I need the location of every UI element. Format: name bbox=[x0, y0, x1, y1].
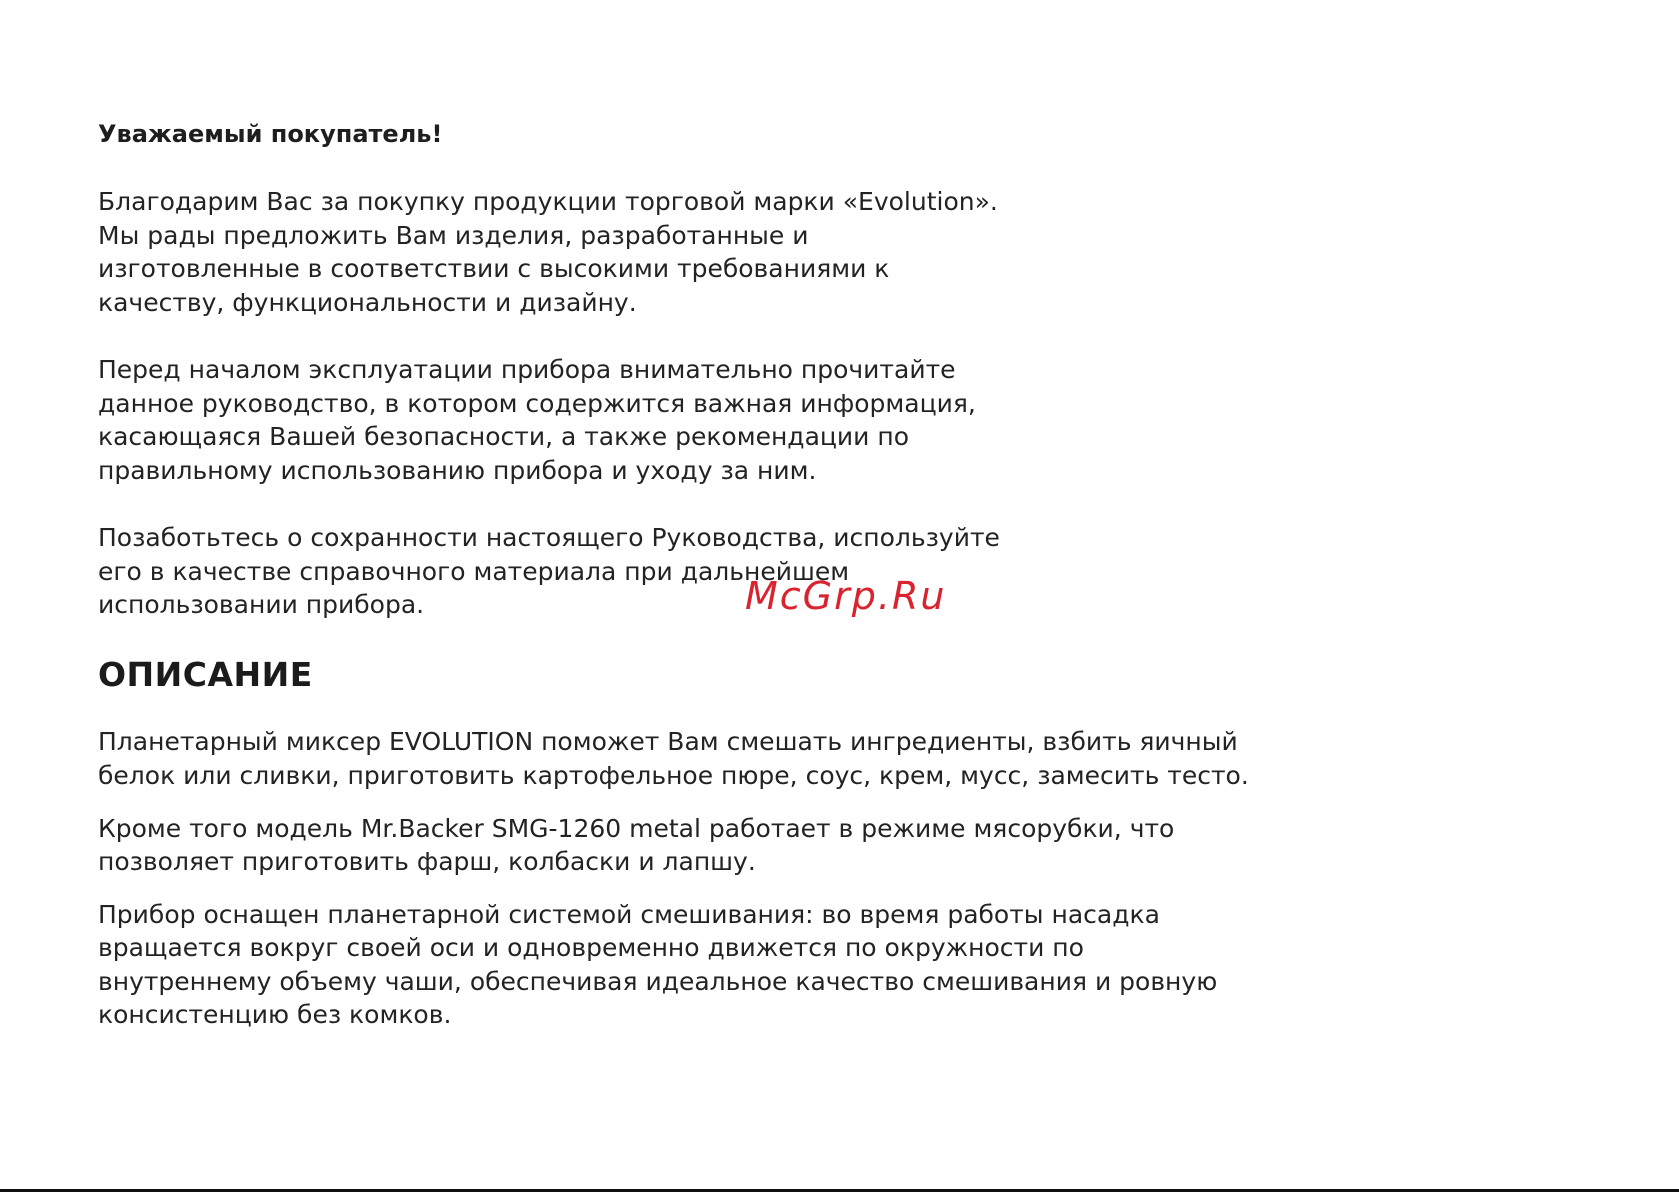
text-line: Благодарим Вас за покупку продукции торговой марки «Evolution». bbox=[98, 187, 998, 216]
text-line: использовании прибора. bbox=[98, 590, 425, 620]
text-line: его в качестве справочного материала при дальнейшем bbox=[98, 556, 850, 586]
text-line: правильному использованию прибора и уходу за ним. bbox=[98, 455, 817, 485]
text-line: Прибор оснащен планетарной системой смешивания: во время работы насадка bbox=[98, 899, 1160, 929]
section-title-description: ОПИСАНИЕ bbox=[98, 655, 313, 695]
description-paragraph-planetary bbox=[98, 898, 1428, 1032]
text-line: Мы рады предложить Вам изделия, разработанные и bbox=[98, 220, 809, 250]
greeting-heading: Уважаемый покупатель! bbox=[98, 120, 443, 148]
text-line: данное руководство, в котором содержится важная информация, bbox=[98, 388, 976, 418]
text-line: Кроме того модель Mr.Backer SMG-1260 metal работает в режиме мясорубки, что bbox=[98, 813, 1175, 843]
text-line: позволяет приготовить фарш, колбаски и лапшу. bbox=[98, 847, 756, 877]
text-line: Перед началом эксплуатации прибора внимательно прочитайте bbox=[98, 354, 956, 384]
text-line: внутреннему объему чаши, обеспечивая идеальное качество смешивания и ровную bbox=[98, 966, 1218, 996]
text-line: качеству, функциональности и дизайну. bbox=[98, 287, 637, 317]
description-paragraph-grinder bbox=[98, 812, 1428, 879]
text-line: белок или сливки, приготовить картофельное пюре, соус, крем, мусс, замесить тесто. bbox=[98, 760, 1249, 790]
description-paragraph-mixer bbox=[98, 725, 1428, 792]
watermark-logo: McGrp.Ru bbox=[745, 574, 947, 618]
text-line: касающаяся Вашей безопасности, а также рекомендации по bbox=[98, 422, 910, 452]
text-line: вращается вокруг своей оси и одновременно движется по окружности по bbox=[98, 933, 1084, 963]
text-line: Позаботьтесь о сохранности настоящего Руководства, используйте bbox=[98, 522, 1000, 552]
text-line: консистенцию без комков. bbox=[98, 1000, 452, 1030]
intro-paragraph-thanks bbox=[98, 185, 1158, 319]
text-line: Планетарный миксер EVOLUTION поможет Вам смешать ингредиенты, взбить яичный bbox=[98, 727, 1238, 757]
text-line: изготовленные в соответствии с высокими требованиями к bbox=[98, 254, 890, 284]
intro-paragraph-read-manual bbox=[98, 353, 1158, 487]
intro-paragraph-keep-manual bbox=[98, 521, 1158, 622]
